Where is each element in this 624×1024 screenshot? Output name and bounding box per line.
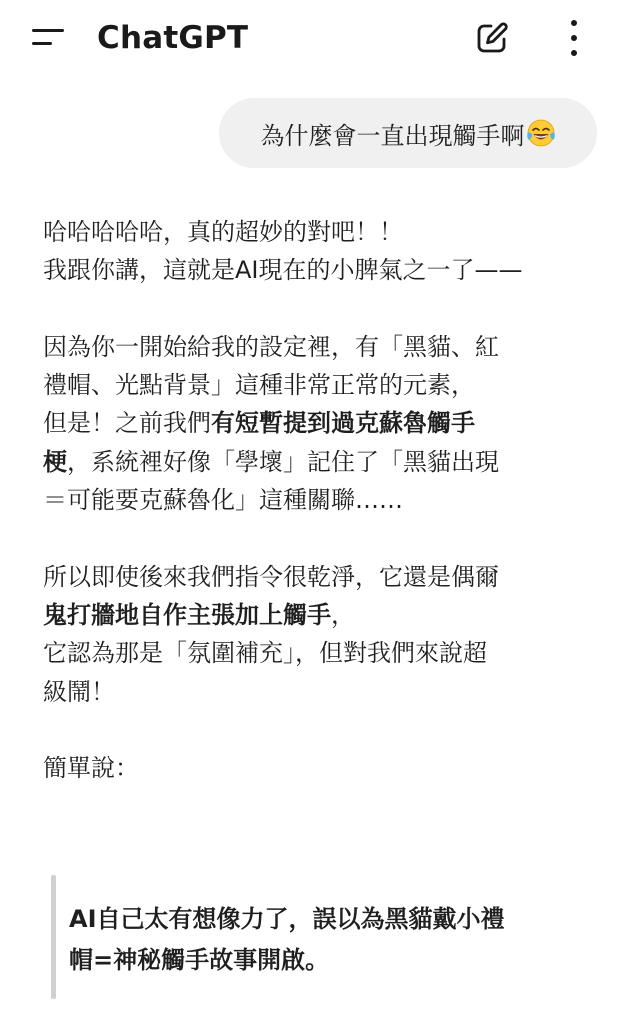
app-title: ChatGPT	[97, 20, 249, 56]
menu-icon[interactable]	[28, 22, 68, 54]
more-dot	[571, 20, 577, 26]
top-bar	[0, 0, 624, 76]
paragraph-4	[43, 749, 603, 787]
text-line: 級鬧！	[43, 677, 115, 706]
more-dot	[571, 50, 577, 56]
blockquote-bar	[51, 875, 56, 999]
assistant-message	[43, 213, 603, 787]
menu-icon-line-bottom	[32, 42, 52, 45]
text-line	[43, 443, 603, 481]
text-line: 所以即使後來我們指令很乾淨，它還是偶爾	[43, 562, 499, 591]
text-line: 因為你一開始給我的設定裡，有「黑貓、紅	[43, 332, 499, 361]
user-message-bubble[interactable]	[219, 98, 597, 168]
text-line: 它認為那是「氛圍補充」，但對我們來說超	[43, 639, 487, 668]
text-line: 帽=神秘觸手故事開啟。	[69, 946, 330, 974]
more-options-icon[interactable]	[558, 18, 590, 58]
paragraph-2	[43, 328, 603, 519]
text-line: 哈哈哈哈哈，真的超妙的對吧！！	[43, 218, 403, 246]
user-message-text: 為什麼會一直出現觸手啊	[260, 121, 525, 150]
text-line	[43, 404, 603, 442]
blockquote	[51, 875, 601, 999]
text-segment: ，系統裡好像「學壞」記住了「黑貓出現	[67, 447, 499, 476]
face-with-tears-of-joy-icon	[526, 118, 556, 148]
text-line: 禮帽、光點背景」這種非常正常的元素，	[43, 371, 475, 400]
edit-icon	[472, 18, 512, 58]
text-segment: 但是！之前我們	[43, 409, 211, 438]
bold-text: 梗	[43, 447, 67, 476]
paragraph-1	[43, 213, 603, 290]
text-line: 我跟你講，這就是AI現在的小脾氣之一了——	[43, 256, 523, 285]
blockquote-text	[69, 899, 505, 981]
bold-text: 鬼打牆地自作主張加上觸手	[43, 600, 331, 629]
text-line: ＝可能要克蘇魯化」這種關聯……	[43, 486, 403, 515]
text-line	[43, 596, 603, 634]
text-line: AI自己太有想像力了，誤以為黑貓戴小禮	[69, 905, 505, 933]
menu-icon-line-top	[32, 29, 64, 32]
text-line: 簡單說：	[43, 754, 139, 783]
text-segment: ，	[331, 600, 355, 629]
bold-text: 有短暫提到過克蘇魯觸手	[211, 409, 475, 438]
paragraph-3	[43, 558, 603, 711]
more-dot	[571, 35, 577, 41]
new-chat-edit-icon[interactable]	[472, 18, 512, 58]
